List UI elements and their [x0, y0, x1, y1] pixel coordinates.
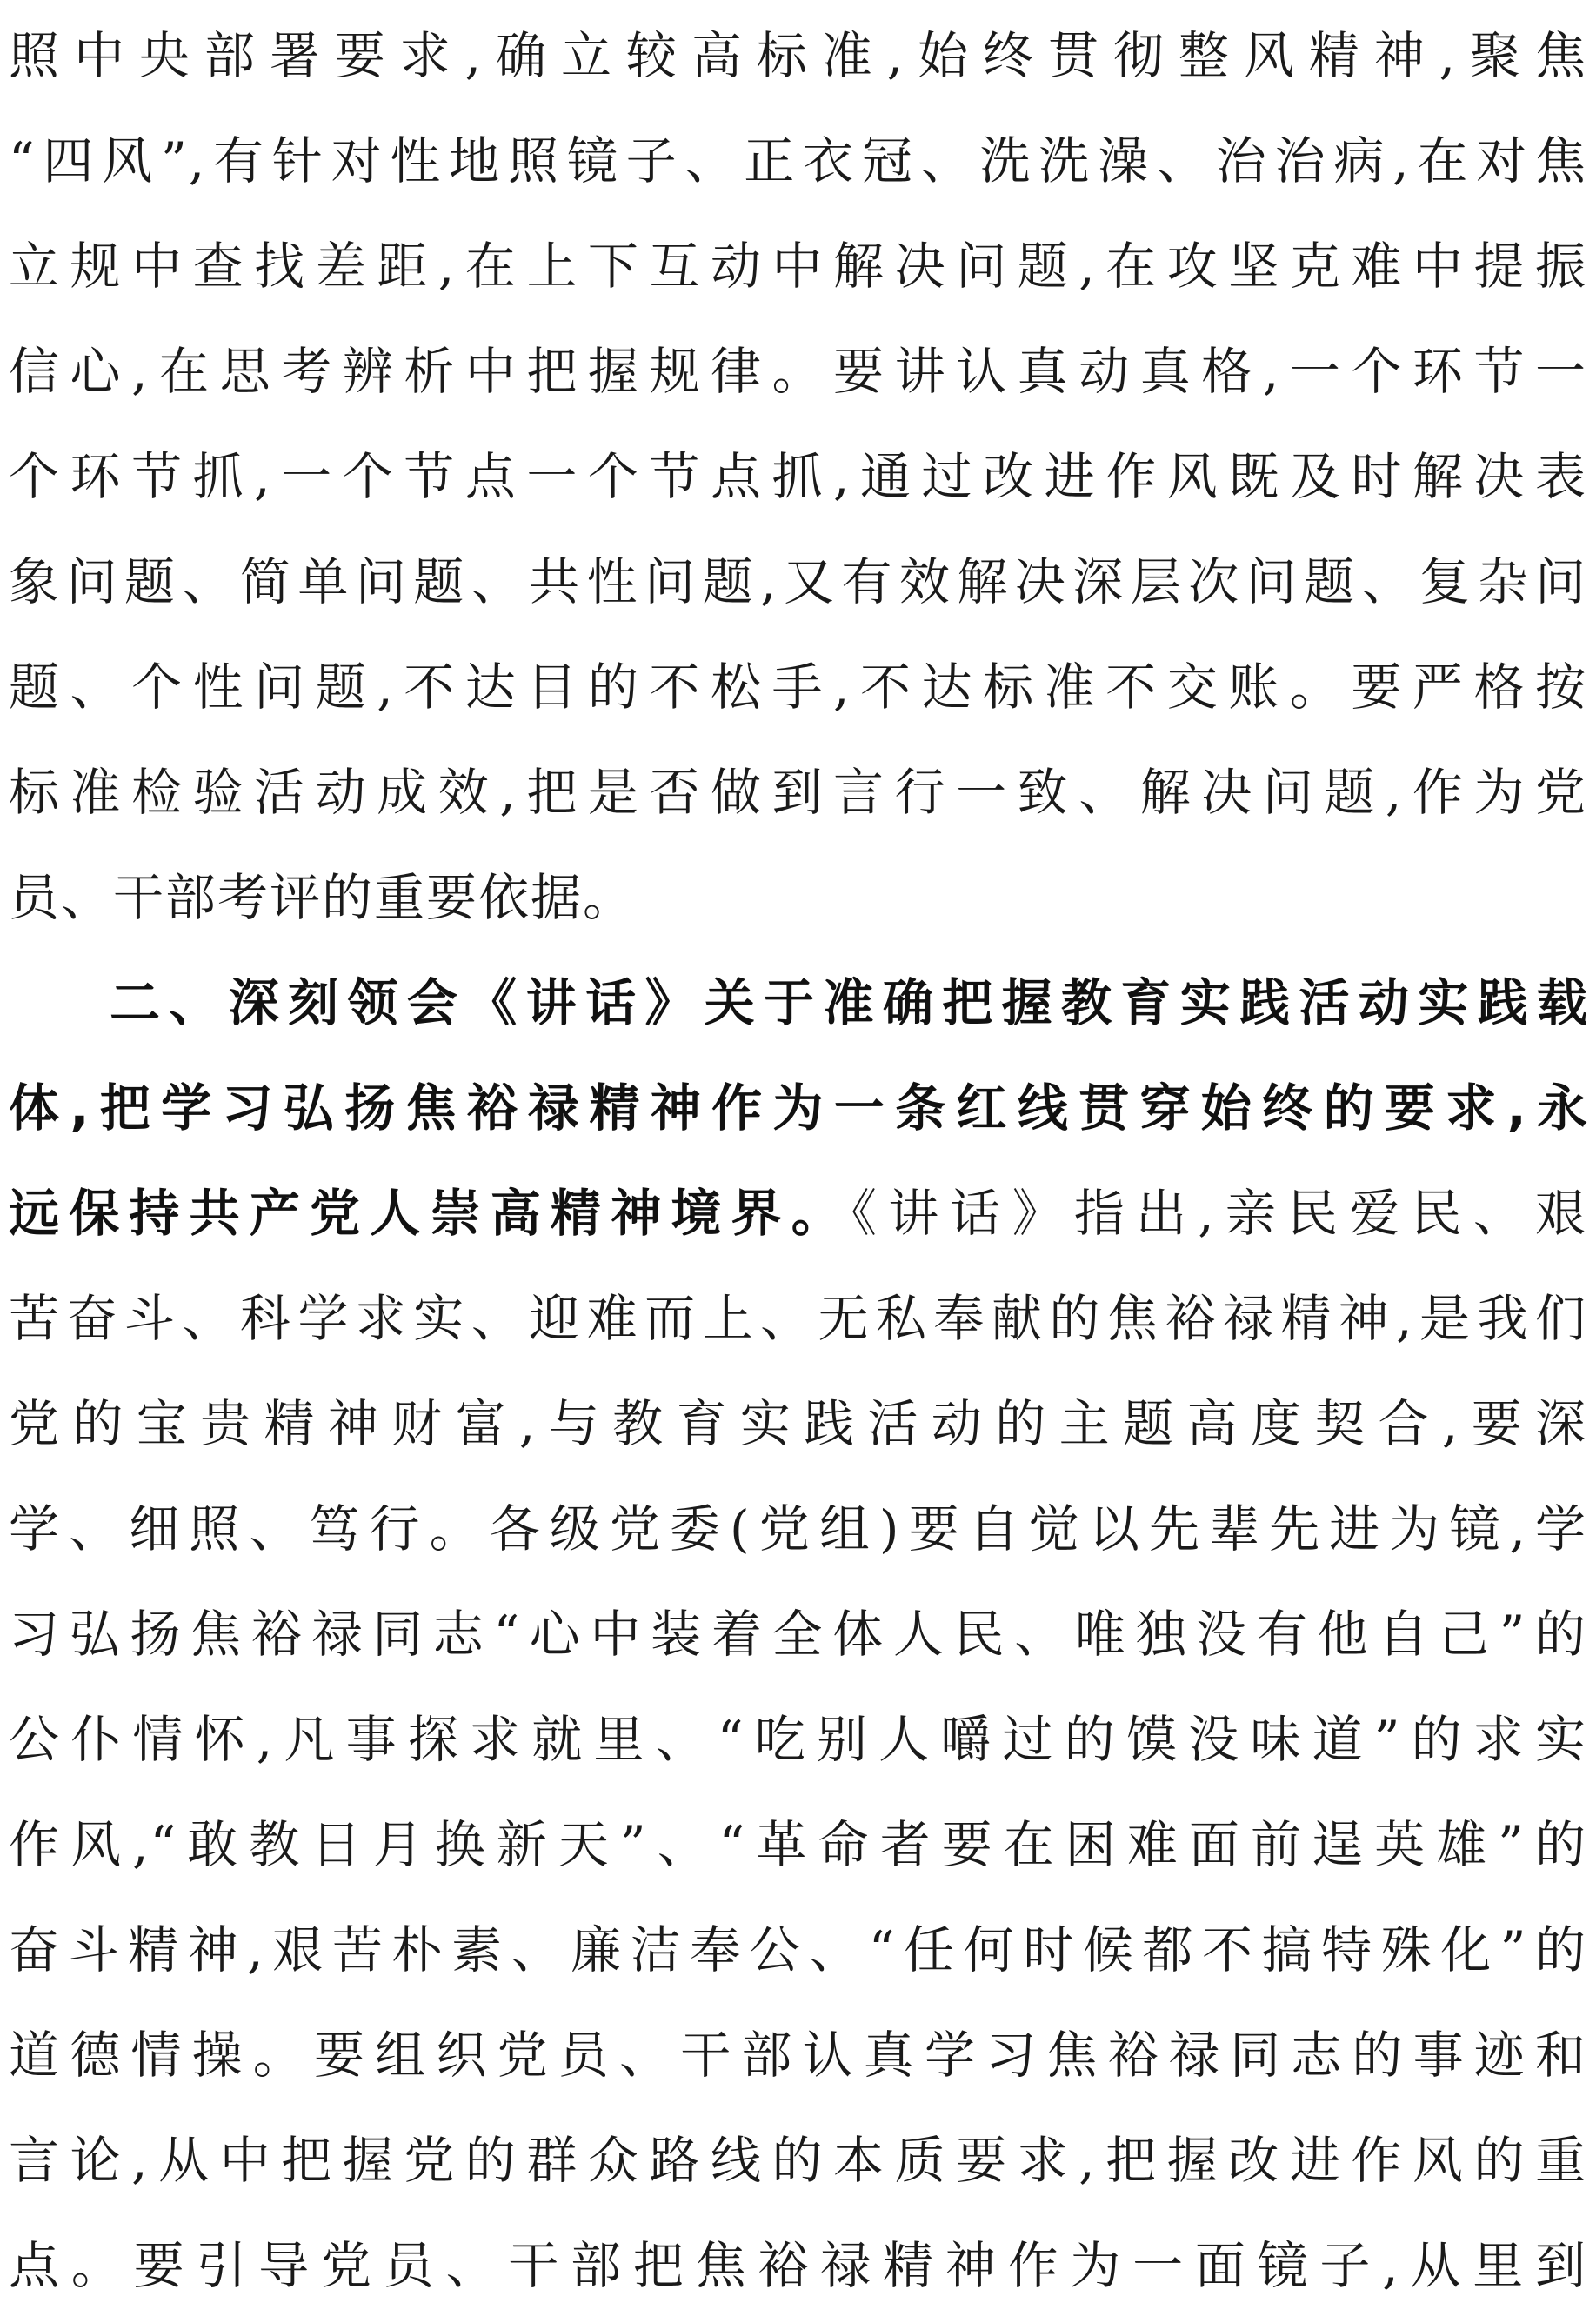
- text-line: 道德情操。要组织党员、干部认真学习焦裕禄同志的事迹和: [9, 2026, 1587, 2085]
- text-line: 题、个性问题,不达目的不松手,不达标准不交账。要严格按: [9, 658, 1587, 717]
- text-line: 学、细照、笃行。各级党委(党组)要自觉以先辈先进为镜,学: [9, 1499, 1587, 1559]
- text-line: “四风”,有针对性地照镜子、正衣冠、洗洗澡、治治病,在对焦: [9, 131, 1587, 190]
- section-heading-line: 体,把学习弘扬焦裕禄精神作为一条红线贯穿始终的要求,永: [9, 1078, 1587, 1138]
- text-line: 党的宝贵精神财富,与教育实践活动的主题高度契合,要深: [9, 1394, 1587, 1453]
- text-line: 公仆情怀,凡事探求就里、“吃别人嚼过的馍没味道”的求实: [9, 1710, 1587, 1769]
- mixed-text-line: [9, 1161, 1587, 1266]
- text-line: 个环节抓,一个节点一个节点抓,通过改进作风既及时解决表: [9, 447, 1587, 506]
- text-line: 苦奋斗、科学求实、迎难而上、无私奉献的焦裕禄精神,是我们: [9, 1289, 1587, 1348]
- text-line: 立规中查找差距,在上下互动中解决问题,在攻坚克难中提振: [9, 237, 1587, 296]
- paragraph-start: 《讲话》指出,亲民爱民、艰: [851, 1184, 1587, 1243]
- text-line: 言论,从中把握党的群众路线的本质要求,把握改进作风的重: [9, 2131, 1587, 2190]
- text-line: 奋斗精神,艰苦朴素、廉洁奉公、“任何时候都不搞特殊化”的: [9, 1920, 1587, 1979]
- text-line: 照中央部署要求,确立较高标准,始终贯彻整风精神,聚焦: [9, 26, 1587, 85]
- text-line: 点。要引导党员、干部把焦裕禄精神作为一面镜子,从里到: [9, 2236, 1587, 2295]
- text-line: 习弘扬焦裕禄同志“心中装着全体人民、唯独没有他自己”的: [9, 1605, 1587, 1664]
- text-line: 象问题、简单问题、共性问题,又有效解决深层次问题、复杂问: [9, 552, 1587, 611]
- text-line: 标准检验活动成效,把是否做到言行一致、解决问题,作为党: [9, 763, 1587, 822]
- section-heading-end: 远保持共产党人崇高精神境界。: [9, 1184, 851, 1243]
- text-line: 作风,“敢教日月换新天”、“革命者要在困难面前逞英雄”的: [9, 1815, 1587, 1874]
- text-line: 员、干部考评的重要依据。: [9, 868, 636, 927]
- section-heading-line: 二、深刻领会《讲话》关于准确把握教育实践活动实践载: [110, 973, 1587, 1032]
- text-line: 信心,在思考辨析中把握规律。要讲认真动真格,一个环节一: [9, 342, 1587, 401]
